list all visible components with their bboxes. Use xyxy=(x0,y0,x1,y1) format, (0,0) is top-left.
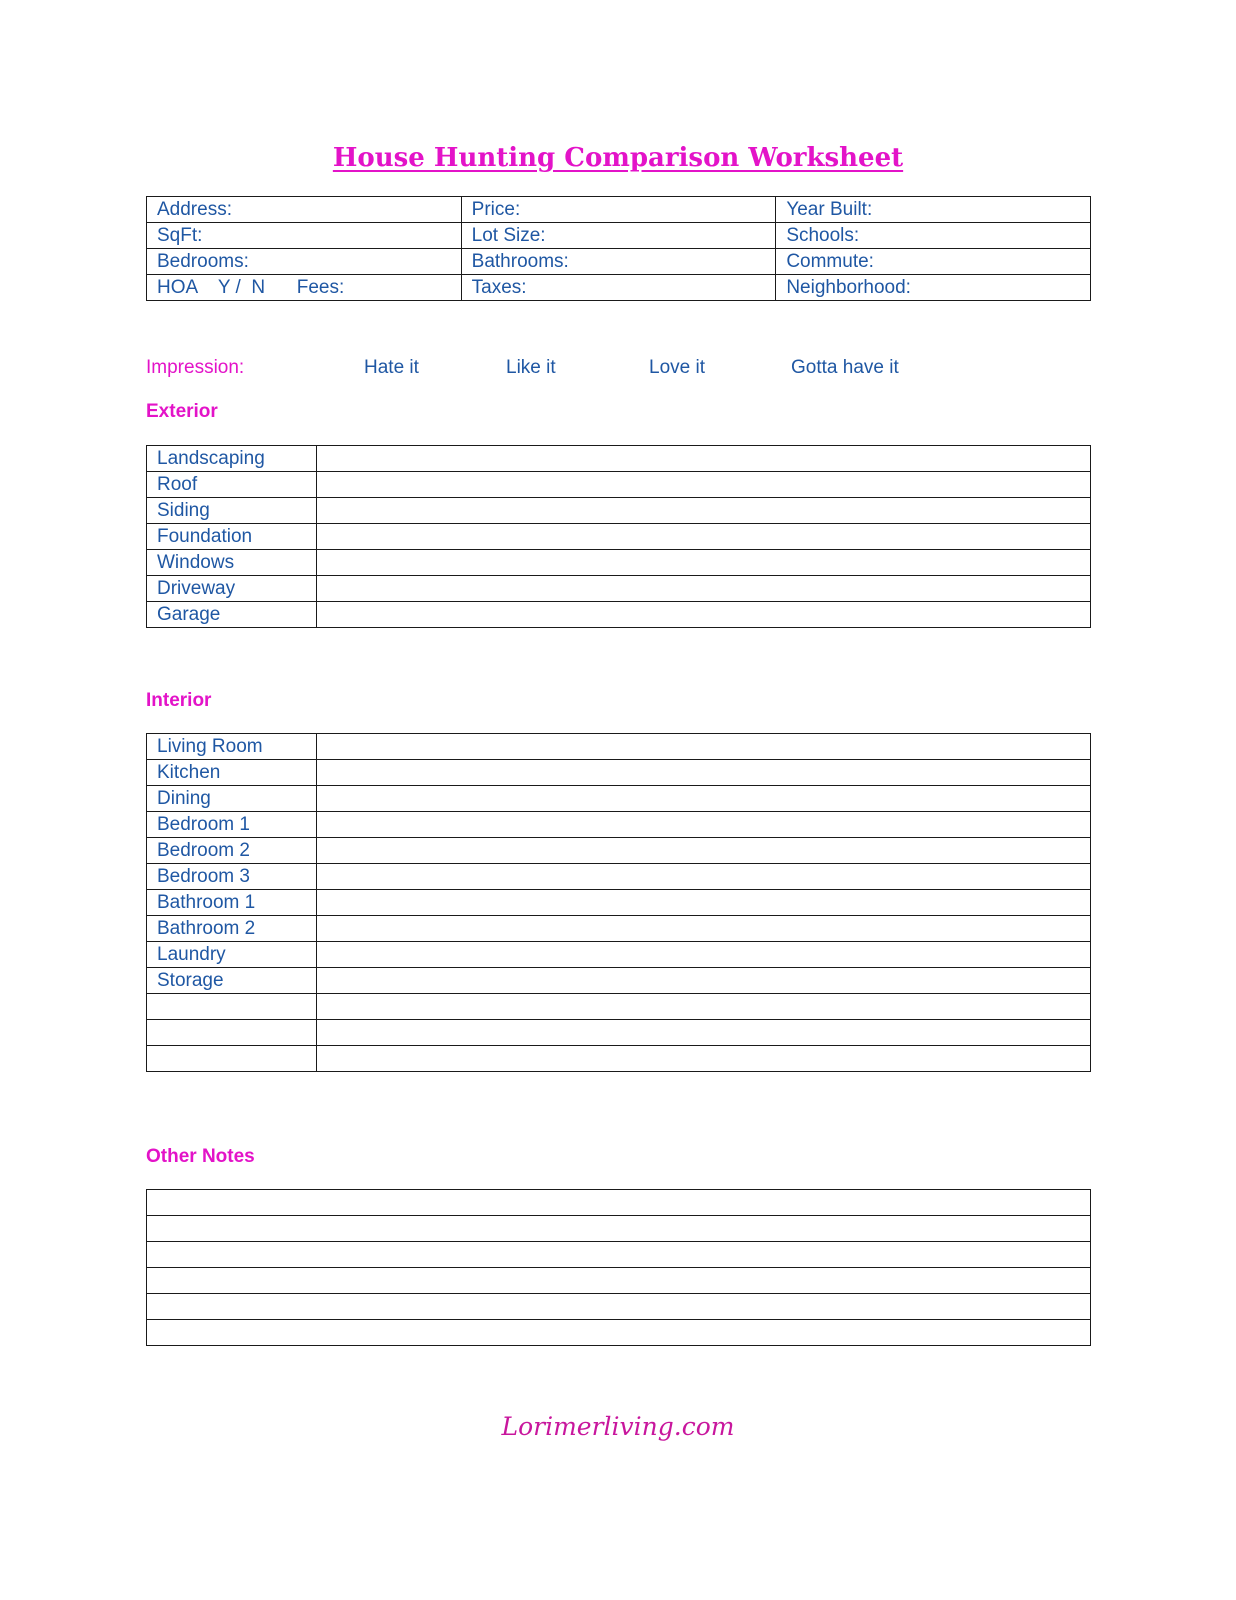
blank-label-cell[interactable] xyxy=(147,1046,317,1072)
notes-cell[interactable] xyxy=(317,916,1091,942)
schools-field[interactable]: Schools: xyxy=(776,223,1091,249)
notes-line xyxy=(147,1216,1091,1242)
bathrooms-field[interactable]: Bathrooms: xyxy=(461,249,776,275)
table-row xyxy=(147,916,1091,942)
exterior-table xyxy=(146,445,1091,628)
row-label: Roof xyxy=(147,472,317,498)
neighborhood-field[interactable]: Neighborhood: xyxy=(776,275,1091,301)
row-label: Storage xyxy=(147,968,317,994)
table-row xyxy=(147,812,1091,838)
row-label: Foundation xyxy=(147,524,317,550)
table-row xyxy=(147,968,1091,994)
notes-cell[interactable] xyxy=(317,1020,1091,1046)
table-row xyxy=(147,223,1091,249)
table-row xyxy=(147,446,1091,472)
notes-cell[interactable] xyxy=(317,550,1091,576)
other-notes-heading: Other Notes xyxy=(146,1146,255,1167)
table-row xyxy=(147,760,1091,786)
notes-cell[interactable] xyxy=(317,786,1091,812)
notes-line xyxy=(147,1268,1091,1294)
impression-option-hate[interactable]: Hate it xyxy=(364,357,419,378)
table-row xyxy=(147,602,1091,628)
row-label: Bedroom 3 xyxy=(147,864,317,890)
property-info-table xyxy=(146,196,1091,301)
table-row xyxy=(147,550,1091,576)
table-row xyxy=(147,524,1091,550)
notes-line-cell[interactable] xyxy=(147,1216,1091,1242)
footer-brand: Lorimerliving.com xyxy=(501,1412,735,1441)
interior-table xyxy=(146,733,1091,1072)
row-label: Windows xyxy=(147,550,317,576)
commute-field[interactable]: Commute: xyxy=(776,249,1091,275)
table-row xyxy=(147,838,1091,864)
table-row xyxy=(147,1046,1091,1072)
blank-label-cell[interactable] xyxy=(147,1020,317,1046)
notes-line xyxy=(147,1190,1091,1216)
notes-cell[interactable] xyxy=(317,1046,1091,1072)
row-label: Driveway xyxy=(147,576,317,602)
notes-cell[interactable] xyxy=(317,760,1091,786)
notes-line-cell[interactable] xyxy=(147,1294,1091,1320)
other-notes-table xyxy=(146,1189,1091,1346)
table-row xyxy=(147,994,1091,1020)
row-label: Bathroom 1 xyxy=(147,890,317,916)
notes-line-cell[interactable] xyxy=(147,1242,1091,1268)
notes-cell[interactable] xyxy=(317,472,1091,498)
taxes-field[interactable]: Taxes: xyxy=(461,275,776,301)
row-label: Dining xyxy=(147,786,317,812)
notes-cell[interactable] xyxy=(317,968,1091,994)
notes-cell[interactable] xyxy=(317,602,1091,628)
sqft-field[interactable]: SqFt: xyxy=(147,223,462,249)
row-label: Siding xyxy=(147,498,317,524)
notes-cell[interactable] xyxy=(317,890,1091,916)
bedrooms-field[interactable]: Bedrooms: xyxy=(147,249,462,275)
notes-cell[interactable] xyxy=(317,576,1091,602)
price-field[interactable]: Price: xyxy=(461,197,776,223)
row-label: Garage xyxy=(147,602,317,628)
impression-option-love[interactable]: Love it xyxy=(649,357,705,378)
table-row xyxy=(147,576,1091,602)
year-built-field[interactable]: Year Built: xyxy=(776,197,1091,223)
exterior-heading: Exterior xyxy=(146,401,218,422)
row-label: Bathroom 2 xyxy=(147,916,317,942)
impression-label: Impression: xyxy=(146,357,245,378)
row-label: Landscaping xyxy=(147,446,317,472)
lot-size-field[interactable]: Lot Size: xyxy=(461,223,776,249)
page-title: House Hunting Comparison Worksheet xyxy=(332,143,904,173)
notes-cell[interactable] xyxy=(317,524,1091,550)
table-row xyxy=(147,864,1091,890)
notes-cell[interactable] xyxy=(317,446,1091,472)
table-row xyxy=(147,942,1091,968)
notes-cell[interactable] xyxy=(317,812,1091,838)
impression-row xyxy=(146,357,1096,383)
interior-heading: Interior xyxy=(146,690,212,711)
table-row xyxy=(147,498,1091,524)
blank-label-cell[interactable] xyxy=(147,994,317,1020)
notes-cell[interactable] xyxy=(317,994,1091,1020)
notes-line xyxy=(147,1294,1091,1320)
notes-line xyxy=(147,1320,1091,1346)
row-label: Kitchen xyxy=(147,760,317,786)
address-field[interactable]: Address: xyxy=(147,197,462,223)
impression-option-like[interactable]: Like it xyxy=(506,357,556,378)
notes-line-cell[interactable] xyxy=(147,1268,1091,1294)
table-row xyxy=(147,786,1091,812)
row-label: Living Room xyxy=(147,734,317,760)
table-row xyxy=(147,890,1091,916)
impression-option-gotta-have[interactable]: Gotta have it xyxy=(791,357,899,378)
table-row xyxy=(147,734,1091,760)
hoa-fees-field[interactable]: HOA Y / N Fees: xyxy=(147,275,462,301)
notes-cell[interactable] xyxy=(317,838,1091,864)
table-row xyxy=(147,197,1091,223)
table-row xyxy=(147,249,1091,275)
row-label: Bedroom 2 xyxy=(147,838,317,864)
table-row xyxy=(147,275,1091,301)
notes-line xyxy=(147,1242,1091,1268)
notes-cell[interactable] xyxy=(317,498,1091,524)
notes-cell[interactable] xyxy=(317,942,1091,968)
notes-cell[interactable] xyxy=(317,864,1091,890)
row-label: Bedroom 1 xyxy=(147,812,317,838)
row-label: Laundry xyxy=(147,942,317,968)
table-row xyxy=(147,472,1091,498)
table-row xyxy=(147,1020,1091,1046)
notes-line-cell[interactable] xyxy=(147,1190,1091,1216)
notes-cell[interactable] xyxy=(317,734,1091,760)
notes-line-cell[interactable] xyxy=(147,1320,1091,1346)
